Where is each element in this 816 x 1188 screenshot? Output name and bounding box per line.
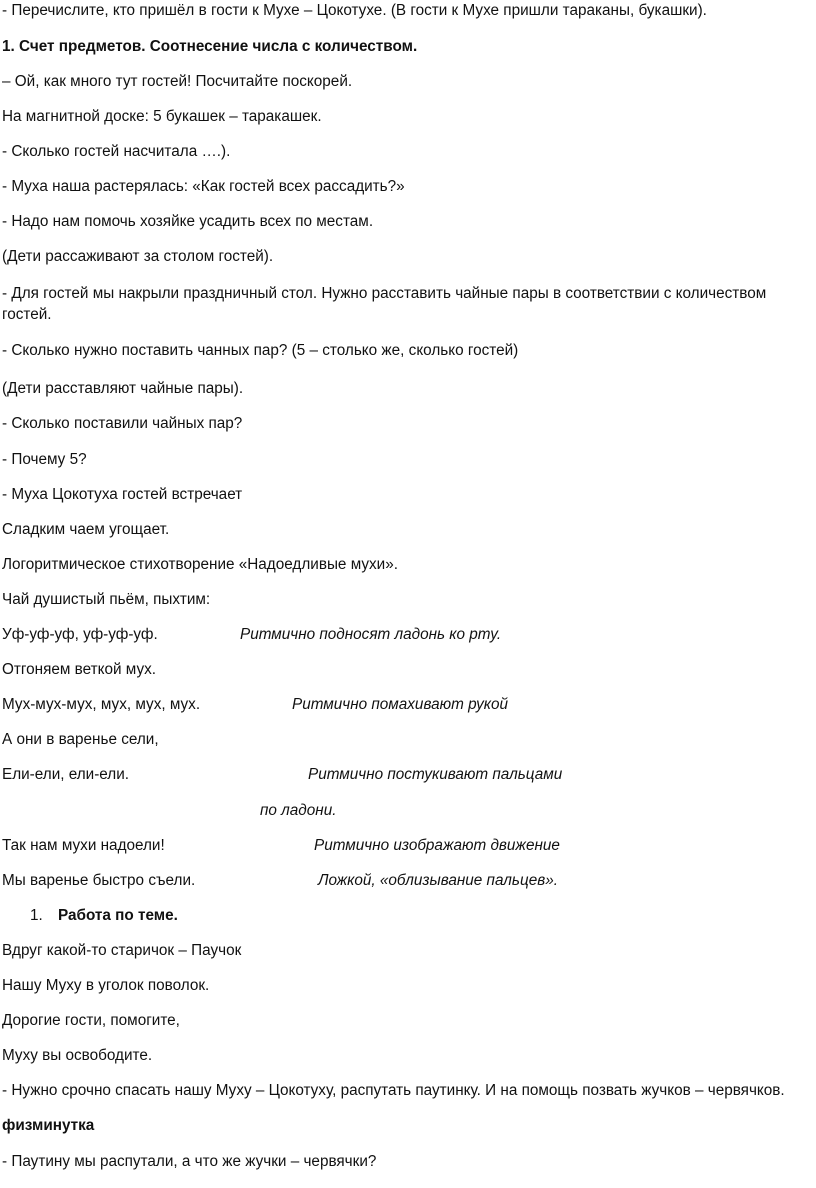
poem-line: Нашу Муху в уголок поволок. — [2, 977, 210, 994]
text-line: На магнитной доске: 5 букашек – таракашек. — [2, 108, 322, 125]
poem-line: Уф-уф-уф, уф-уф-уф. — [2, 626, 158, 643]
intro-line: - Перечислите, кто пришёл в гости к Мухе – Цокотухе. (В гости к Мухе пришли тараканы, букашки). — [2, 2, 707, 19]
poem-line: Ели-ели, ели-ели. — [2, 766, 130, 783]
poem-instruction: Ритмично подносят ладонь ко рту. — [240, 626, 502, 643]
poem-line: А они в варенье сели, — [2, 731, 159, 748]
text-line: - Муха Цокотуха гостей встречает — [2, 486, 243, 503]
poem-line: Мы варенье быстро съели. — [2, 872, 196, 889]
text-line: - Надо нам помочь хозяйке усадить всех по местам. — [2, 213, 374, 230]
poem-instruction: по ладони. — [260, 802, 337, 819]
poem-title: Логоритмическое стихотворение «Надоедливые мухи». — [2, 556, 398, 573]
section-heading-1 — [2, 38, 417, 56]
text-paragraph: - Для гостей мы накрыли праздничный стол. Нужно расставить чайные пары в соответствии с количеством гостей. — [2, 285, 767, 323]
text-line: - Сколько поставили чайных пар? — [2, 415, 243, 432]
poem-line: Так нам мухи надоели! — [2, 837, 165, 854]
poem-line: Мух-мух-мух, мух, мух, мух. — [2, 696, 201, 713]
text-line: - Почему 5? — [2, 451, 87, 468]
section-title: . Счет предметов. Соотнесение числа с количеством. — [10, 38, 418, 55]
poem-line: Чай душистый пьём, пыхтим: — [2, 591, 211, 608]
text-line: Сладким чаем угощает. — [2, 521, 170, 538]
text-line: - Паутину мы распутали, а что же жучки – червячки? — [2, 1153, 377, 1170]
text-line: - Муха наша растерялась: «Как гостей всех рассадить?» — [2, 178, 405, 195]
text-line: - Сколько гостей насчитала ….). — [2, 143, 231, 160]
poem-instruction: Ритмично постукивают пальцами — [308, 766, 563, 783]
text-line: – Ой, как много тут гостей! Посчитайте поскорей. — [2, 73, 353, 90]
poem-line: Дорогие гости, помогите, — [2, 1012, 180, 1029]
poem-instruction: Ложкой, «облизывание пальцев». — [318, 872, 558, 889]
poem-line: Отгоняем веткой мух. — [2, 661, 157, 678]
poem-line: Муху вы освободите. — [2, 1047, 153, 1064]
poem-line: Вдруг какой-то старичок – Паучок — [2, 942, 242, 959]
section-number: 1 — [2, 38, 11, 55]
section-label: физминутка — [2, 1117, 95, 1134]
poem-instruction: Ритмично помахивают рукой — [292, 696, 508, 713]
text-line: (Дети расставляют чайные пары). — [2, 380, 244, 397]
text-line: (Дети рассаживают за столом гостей). — [2, 248, 274, 265]
poem-instruction: Ритмично изображают движение — [314, 837, 560, 854]
text-line: - Нужно срочно спасать нашу Муху – Цокотуху, распутать паутинку. И на помощь позвать жучков – червячков. — [2, 1082, 785, 1099]
list-number: 1. — [30, 907, 43, 924]
list-heading: Работа по теме. — [58, 907, 178, 924]
text-line: - Сколько нужно поставить чанных пар? (5 – столько же, сколько гостей) — [2, 342, 519, 359]
